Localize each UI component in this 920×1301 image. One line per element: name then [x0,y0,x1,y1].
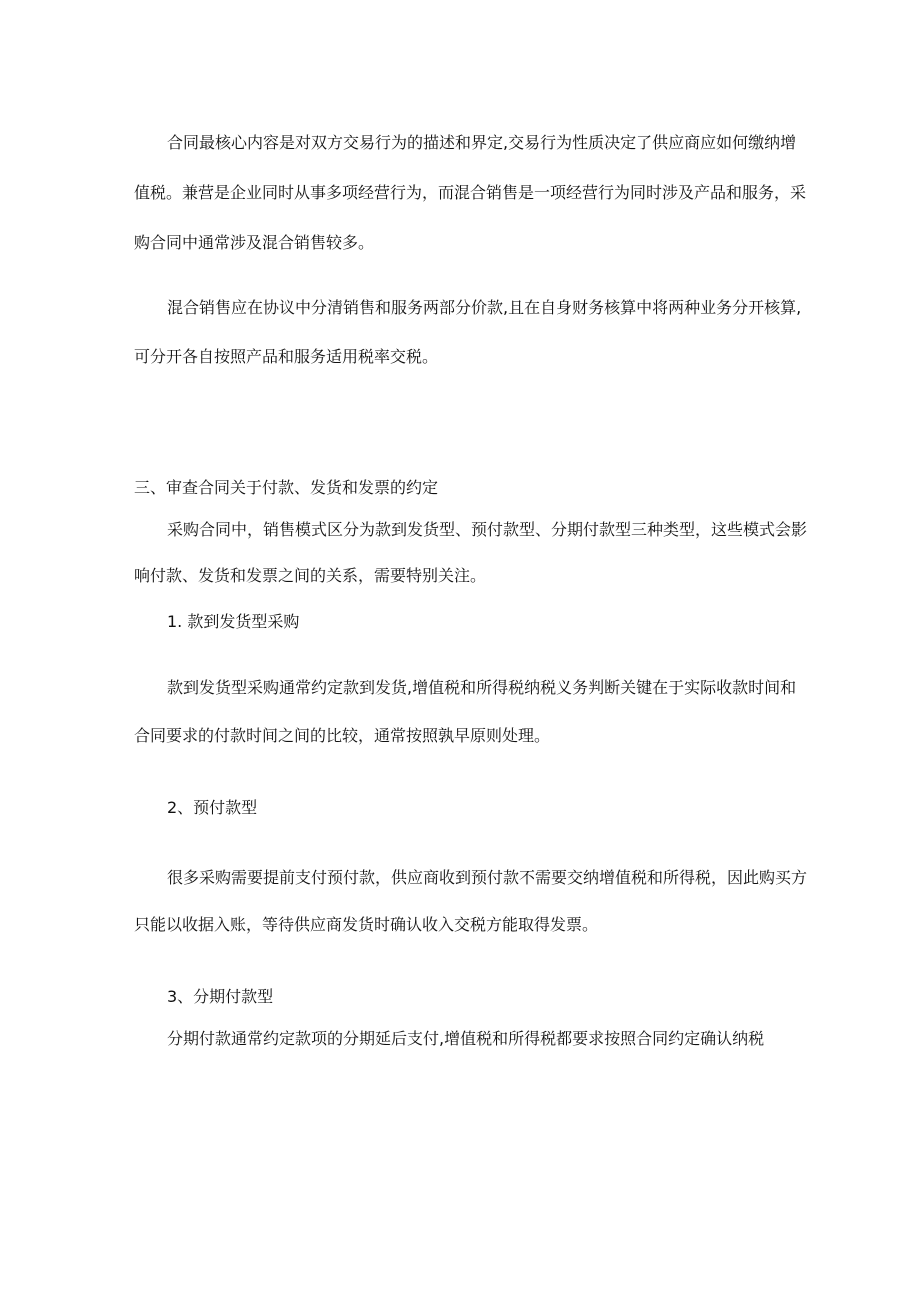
paragraph-2-line-2: 可分开各自按照产品和服务适用税率交税。 [134,347,439,366]
paragraph-3-line-1: 采购合同中，销售模式区分为款到发货型、预付款型、分期付款型三种类型，这些模式会影 [167,520,808,539]
paragraph-5-line-1: 很多采购需要提前支付预付款，供应商收到预付款不需要交纳增值税和所得税，因此购买方 [167,868,808,887]
paragraph-2-line-1: 混合销售应在协议中分清销售和服务两部分价款,且在自身财务核算中将两种业务分开核算, [167,298,802,317]
paragraph-1-line-2: 值税。兼营是企业同时从事多项经营行为，而混合销售是一项经营行为同时涉及产品和服务，采 [134,183,807,202]
subheading-1: 1. 款到发货型采购 [167,612,300,631]
subheading-2: 2、预付款型 [167,798,258,817]
section-heading: 三、审查合同关于付款、发货和发票的约定 [134,478,439,497]
paragraph-4-line-1: 款到发货型采购通常约定款到发货,增值税和所得税纳税义务判断关键在于实际收款时间和 [167,678,797,697]
paragraph-4-line-2: 合同要求的付款时间之间的比较，通常按照孰早原则处理。 [134,726,551,745]
paragraph-5-line-2: 只能以收据入账，等待供应商发货时确认收入交税方能取得发票。 [134,915,599,934]
paragraph-6-line-1: 分期付款通常约定款项的分期延后支付,增值税和所得税都要求按照合同约定确认纳税 [167,1029,765,1048]
subheading-3: 3、分期付款型 [167,987,274,1006]
paragraph-3-line-2: 响付款、发货和发票之间的关系，需要特别关注。 [134,566,487,585]
paragraph-1-line-1: 合同最核心内容是对双方交易行为的描述和界定,交易行为性质决定了供应商应如何缴纳增 [167,133,797,152]
paragraph-1-line-3: 购合同中通常涉及混合销售较多。 [134,233,375,252]
